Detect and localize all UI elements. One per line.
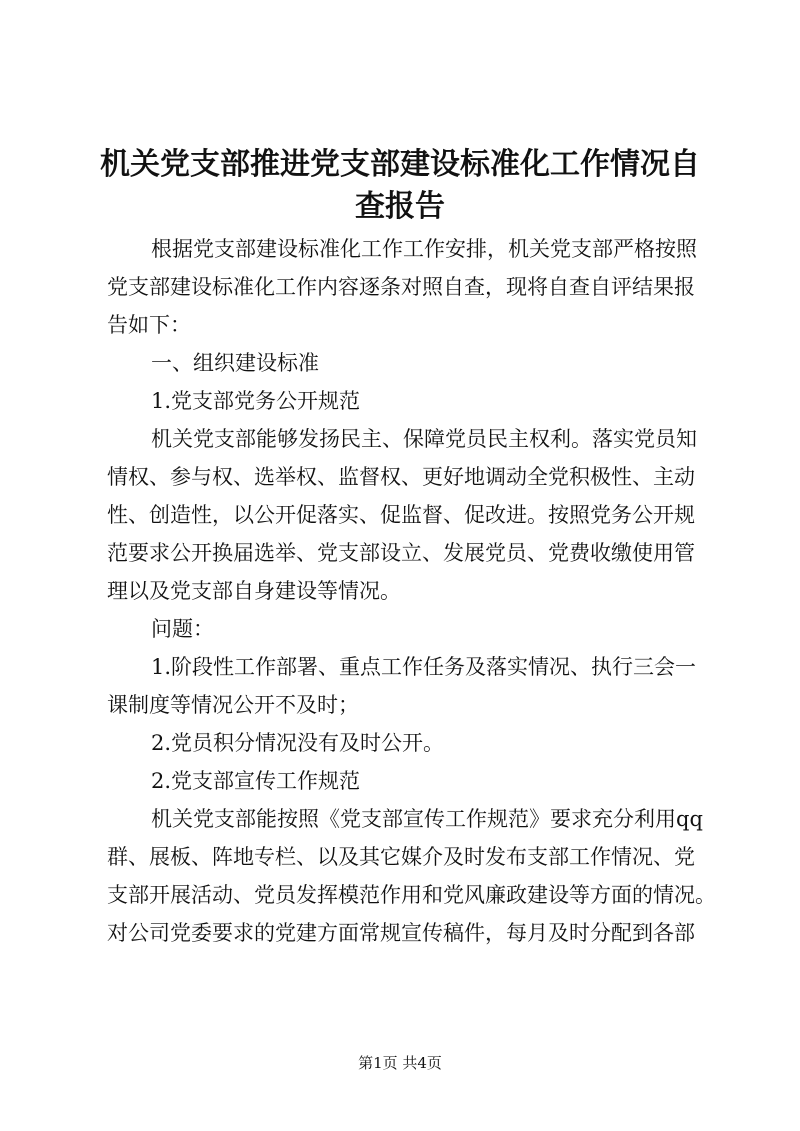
body-line: 群、展板、阵地专栏、以及其它媒介及时发布支部工作情况、党 bbox=[107, 845, 695, 869]
issues-label: 问题： bbox=[151, 617, 214, 641]
body-line: 范要求公开换届选举、党支部设立、发展党员、党费收缴使用管 bbox=[107, 541, 695, 565]
document-title-line-1: 机关党支部推进党支部建设标准化工作情况自 bbox=[100, 147, 700, 182]
page-footer: 第1页 共4页 bbox=[358, 1054, 442, 1072]
issue-item-continued: 课制度等情况公开不及时； bbox=[107, 693, 359, 717]
document-title-line-2: 查报告 bbox=[355, 189, 445, 224]
issue-item: 2.党员积分情况没有及时公开。 bbox=[151, 731, 445, 755]
body-line: 根据党支部建设标准化工作工作安排，机关党支部严格按照 bbox=[151, 237, 697, 261]
subsection-heading: 2.党支部宣传工作规范 bbox=[151, 769, 361, 793]
subsection-heading: 1.党支部党务公开规范 bbox=[151, 389, 361, 413]
body-line: 性、创造性，以公开促落实、促监督、促改进。按照党务公开规 bbox=[107, 503, 695, 527]
body-line: 支部开展活动、党员发挥模范作用和党风廉政建设等方面的情况。 bbox=[107, 883, 716, 907]
body-line: 机关党支部能够发扬民主、保障党员民主权利。落实党员知 bbox=[151, 427, 697, 451]
body-line: 党支部建设标准化工作内容逐条对照自查，现将自查自评结果报 bbox=[107, 275, 695, 299]
issue-item: 1.阶段性工作部署、重点工作任务及落实情况、执行三会一 bbox=[151, 655, 697, 679]
body-line: 机关党支部能按照《党支部宣传工作规范》要求充分利用qq bbox=[151, 807, 703, 831]
body-line: 告如下： bbox=[107, 313, 191, 337]
body-line: 对公司党委要求的党建方面常规宣传稿件，每月及时分配到各部 bbox=[107, 921, 695, 945]
body-line: 理以及党支部自身建设等情况。 bbox=[107, 579, 401, 603]
section-heading: 一、组织建设标准 bbox=[151, 351, 319, 375]
body-line: 情权、参与权、选举权、监督权、更好地调动全党积极性、主动 bbox=[107, 465, 695, 489]
